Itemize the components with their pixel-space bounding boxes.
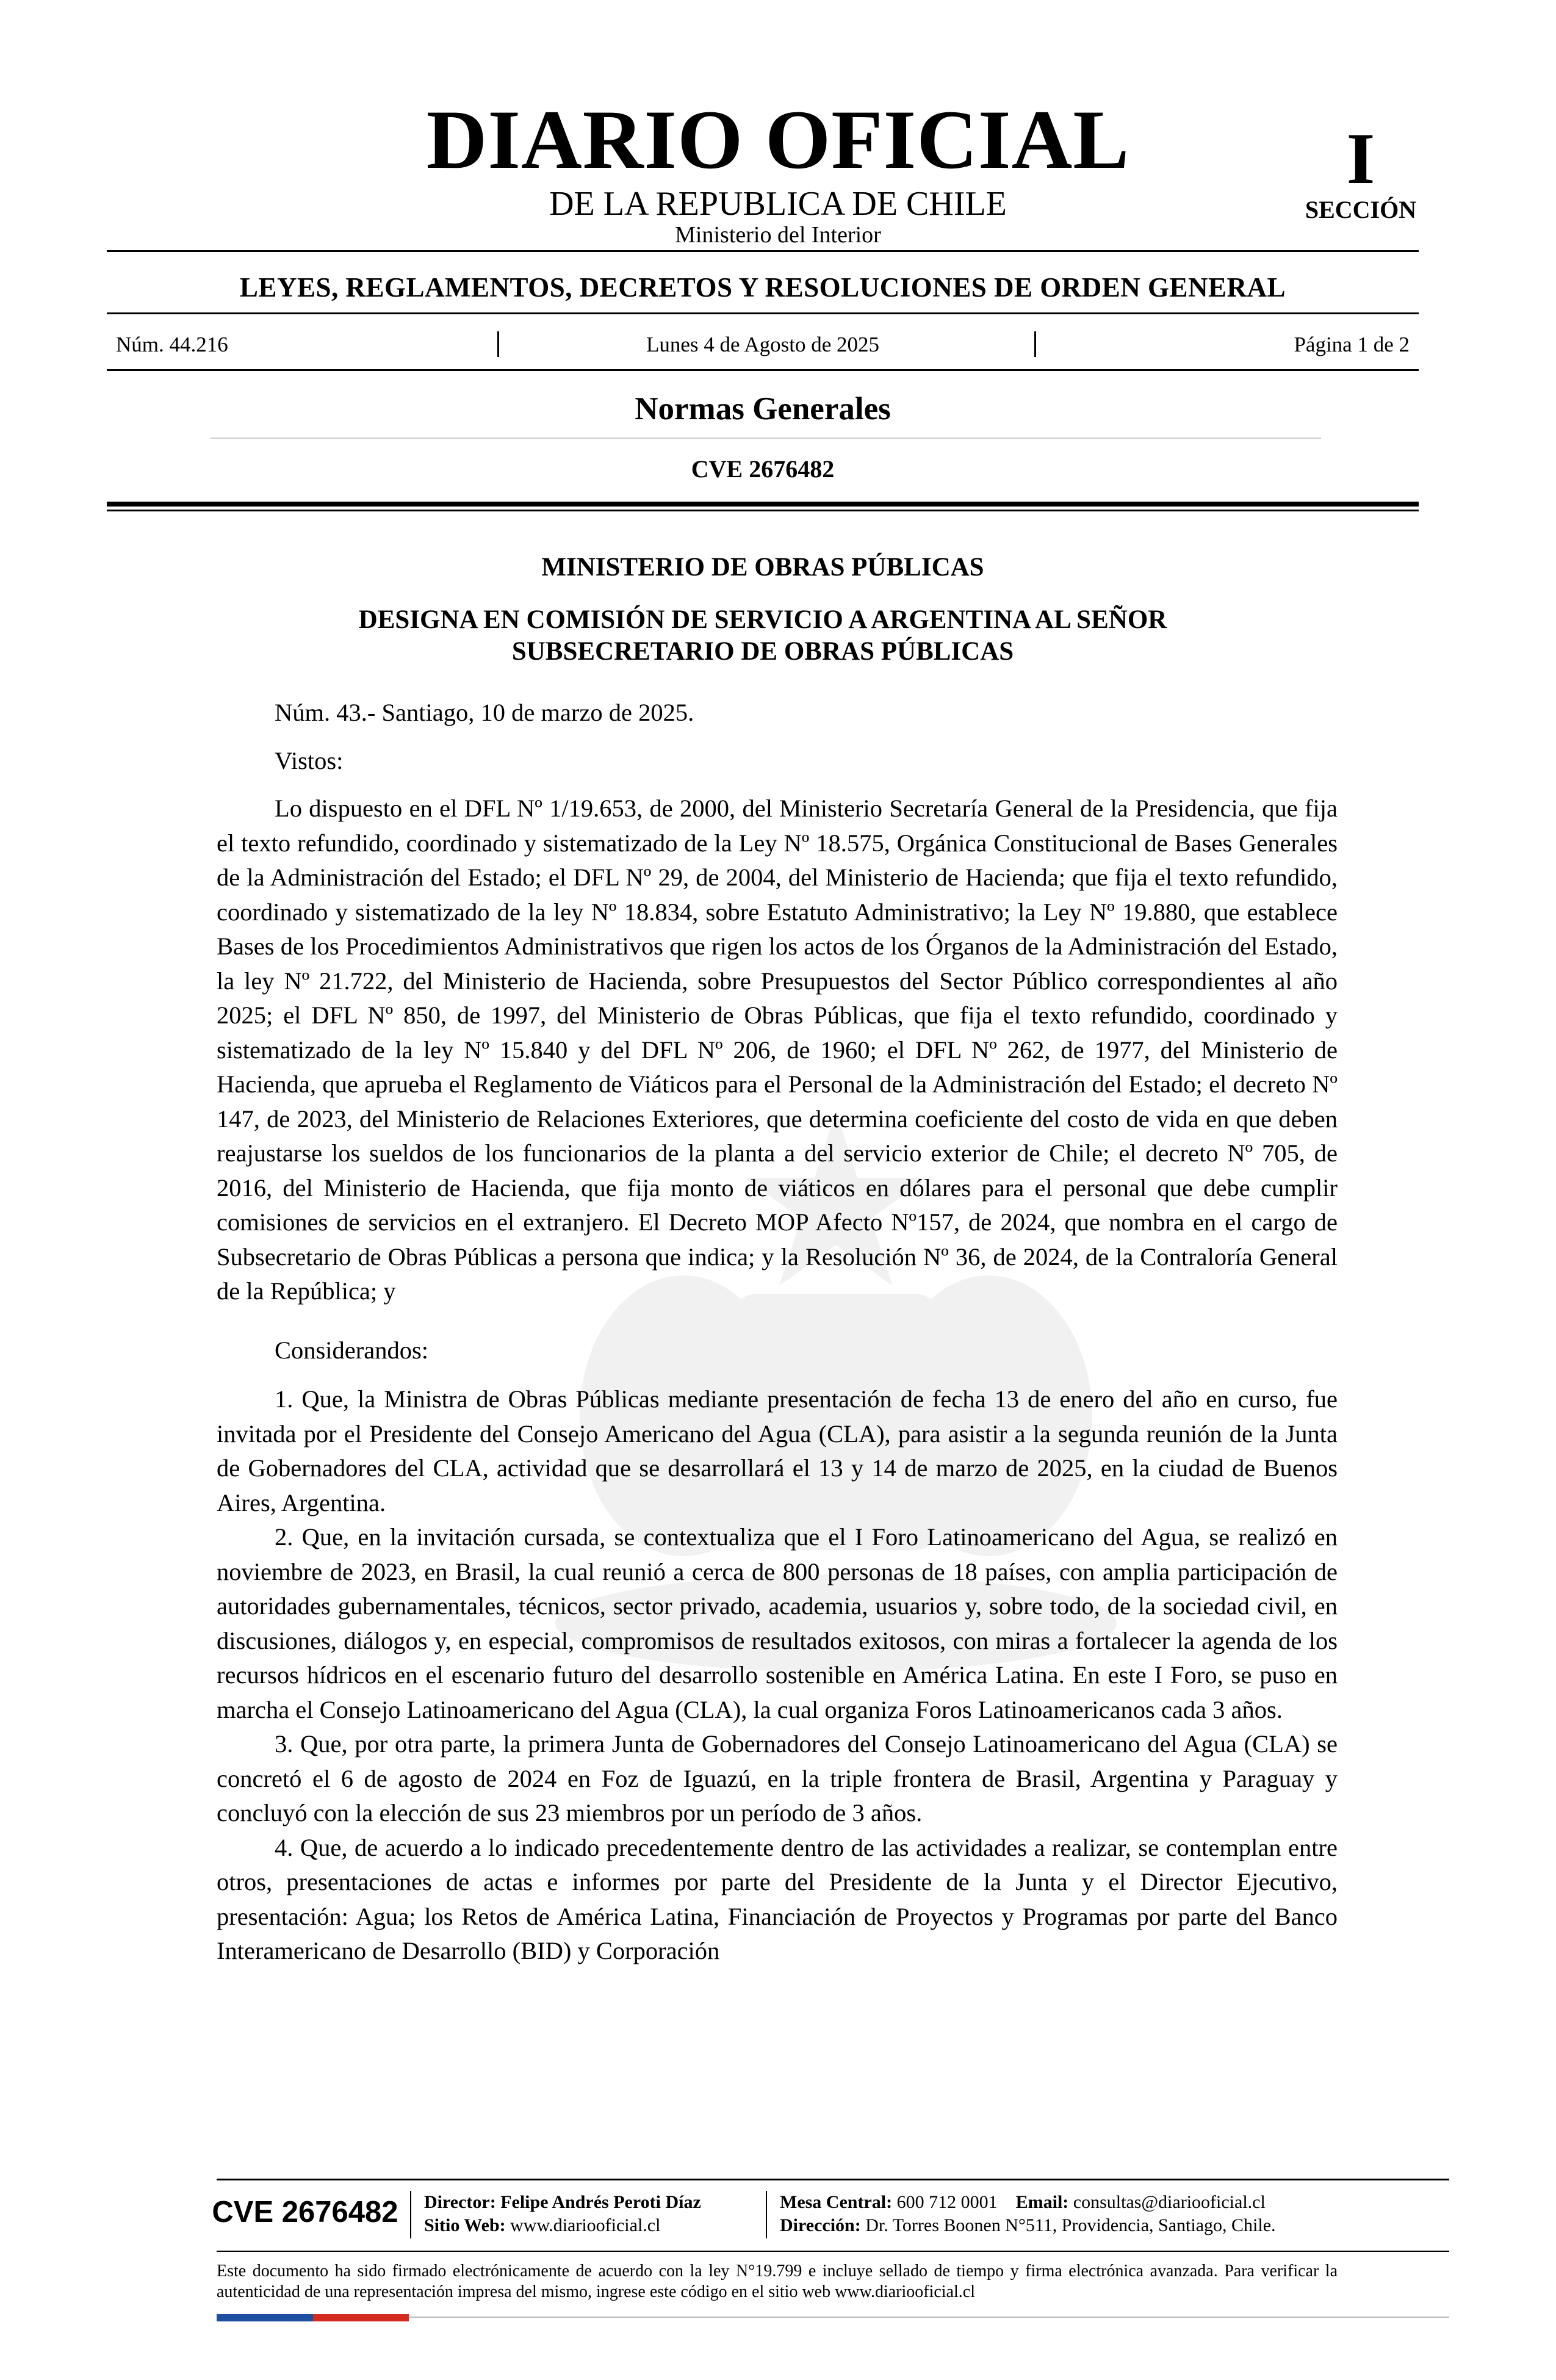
address-label: Dirección: [780,2215,861,2235]
masthead-divider [107,250,1419,252]
decree-title-line: SUBSECRETARIO DE OBRAS PÚBLICAS [511,637,1014,666]
vistos-heading: Vistos: [275,746,344,774]
footer-middle-rule [217,2251,1449,2252]
footer-separator [766,2191,767,2238]
decree-title-line: DESIGNA EN COMISIÓN DE SERVICIO A ARGENTINA AL SEÑOR [358,605,1167,634]
flag-stripe-red [313,2314,409,2321]
considerando-paragraph: 1. Que, la Ministra de Obras Públicas mediante presentación de fecha 13 de enero del año en curso, fue invitada por el Presidente del Consejo Americano del Agua (CLA), para asistir a la segunda reunión de la Junta de Gobernadores del CLA, actividad que se desarrollará el 13 y 14 de marzo de 2025, en la ciudad de Buenos Aires, Argentina. [217,1385,1338,1516]
considerando-paragraph: 2. Que, en la invitación cursada, se contextualiza que el I Foro Latinoamericano del Agua, se realizó en noviembre de 2023, en Brasil, la cual reunió a cerca de 800 personas de 18 países, con amplia participación de autoridades gubernamentales, técnicos, sector privado, academia, usuarios y, sobre todo, de la sociedad civil, en discusiones, diálogos y, en especial, compromisos de resultados exitosos, con miras a fortalecer la agenda de los recursos hídricos en el escenario futuro del desarrollo sostenible en América Latina. En este I Foro, se puso en marcha el Consejo Latinoamericano del Agua (CLA), la cual organiza Foros Latinoamericanos cada 3 años. [217,1523,1338,1723]
considerando-paragraph: 4. Que, de acuerdo a lo indicado precedentemente dentro de las actividades a realizar, se contemplan entre otros, presentaciones de actas e informes por parte del Presidente de la Junta y el Director Ejecutivo, presentación: Agua; los Retos de América Latina, Financiación de Proyectos y Programas por parte del Banco Interamericano de Desarrollo (BID) y Corporación [217,1833,1338,1964]
considerando-paragraph: 3. Que, por otra parte, la primera Junta de Gobernadores del Consejo Latinoamericano del Agua (CLA) se concretó el 6 de agosto de 2024 en Foz de Iguazú, en la triple frontera de Brasil, Argentina y Paraguay y concluyó con la elección de sus 23 miembros por un período de 3 años. [217,1730,1338,1826]
issue-date: Lunes 4 de Agosto de 2025 [646,333,880,356]
email-link[interactable]: consultas@diariooficial.cl [1073,2192,1266,2212]
director-label: Director: [424,2192,496,2212]
issue-bar [107,333,1419,358]
email-label: Email: [1015,2192,1069,2212]
director-name: Felipe Andrés Peroti Díaz [500,2192,701,2212]
header-thick-rule [107,502,1419,507]
footer-top-rule [217,2179,1449,2180]
header-thin-rule [107,510,1419,511]
footer-cve: CVE 2676482 [212,2196,398,2229]
issue-divider [107,369,1419,371]
footer-bottom-rule [409,2317,1449,2318]
newspaper-ministry: Ministerio del Interior [675,222,881,248]
vistos-paragraph: Lo dispuesto en el DFL Nº 1/19.653, de 2000, del Ministerio Secretaría General de la Presidencia, que fija el texto refundido, coordinado y sistematizado de la Ley Nº 18.575, Orgánica Constitucional de Bases Generales de la Administración del Estado; el DFL Nº 29, de 2004, del Ministerio de Hacienda; que fija el texto refundido, coordinado y sistematizado de la ley Nº 18.834, sobre Estatuto Administrativo; la Ley Nº 19.880, que establece Bases de los Procedimientos Administrativos que rigen los actos de los Órganos de la Administración del Estado, la ley Nº 21.722, del Ministerio de Hacienda, sobre Presupuestos del Sector Público correspondientes al año 2025; el DFL Nº 850, de 1997, del Ministerio de Obras Públicas, que fija el texto refundido, coordinado y sistematizado de la ley Nº 15.840 y del DFL Nº 206, de 1960; el DFL Nº 262, de 1977, del Ministerio de Hacienda, que aprueba el Reglamento de Viáticos para el Personal de la Administración del Estado; el decreto Nº 147, de 2023, del Ministerio de Relaciones Exteriores, que determina coeficiente del costo de vida en que deben reajustarse los sueldos de los funcionarios de la planta a del servicio exterior de Chile; el decreto Nº 705, de 2016, del Ministerio de Hacienda, que fija monto de viáticos en dólares para el personal que debe cumplir comisiones de servicios en el extranjero. El Decreto MOP Afecto Nº157, de 2024, que nombra en el cargo de Subsecretario de Obras Públicas a persona que indica; y la Resolución Nº 36, de 2024, de la Contraloría General de la República; y [217,795,1338,1305]
newspaper-subtitle: DE LA REPUBLICA DE CHILE [549,185,1007,223]
laws-heading: LEYES, REGLAMENTOS, DECRETOS Y RESOLUCIONES DE ORDEN GENERAL [239,272,1286,303]
laws-divider [107,312,1419,314]
decree-title [107,604,1419,668]
footer-director-block [424,2191,701,2237]
site-label: Sitio Web: [424,2215,506,2235]
mesa-label: Mesa Central: [780,2192,893,2212]
flag-stripe-blue [217,2314,313,2321]
footer-separator [410,2191,411,2238]
norms-divider [211,438,1321,439]
cve-code: CVE 2676482 [691,455,835,483]
section-number: I [1346,118,1375,199]
section-label: SECCIÓN [1305,196,1417,223]
mesa-value: 600 712 0001 [896,2192,998,2212]
decree-body [217,696,1338,1969]
footer-legal-note: Este documento ha sido firmado electrónicamente de acuerdo con la ley N°19.799 e incluye sellado de tiempo y firma electrónica avanzada. Para verificar la autenticidad de una representación impresa del mismo, ingrese este código en el sitio web www.diariooficial.cl [217,2262,1338,2301]
footer-contact-block [780,2191,1276,2237]
site-link[interactable]: www.diariooficial.cl [510,2215,661,2235]
newspaper-title: DIARIO OFICIAL [426,93,1130,186]
issue-number: Núm. 44.216 [116,333,228,356]
page-footer [0,2179,1556,2380]
section-indicator [1281,118,1440,223]
norms-title: Normas Generales [635,391,891,427]
decree-ministry: MINISTERIO DE OBRAS PÚBLICAS [541,553,984,582]
issue-separator [1034,331,1036,357]
issue-page: Página 1 de 2 [1294,333,1410,356]
decree-number-date: Núm. 43.- Santiago, 10 de marzo de 2025. [275,699,694,726]
address-value: Dr. Torres Boonen N°511, Providencia, Santiago, Chile. [865,2215,1276,2235]
considerandos-heading: Considerandos: [275,1336,428,1364]
